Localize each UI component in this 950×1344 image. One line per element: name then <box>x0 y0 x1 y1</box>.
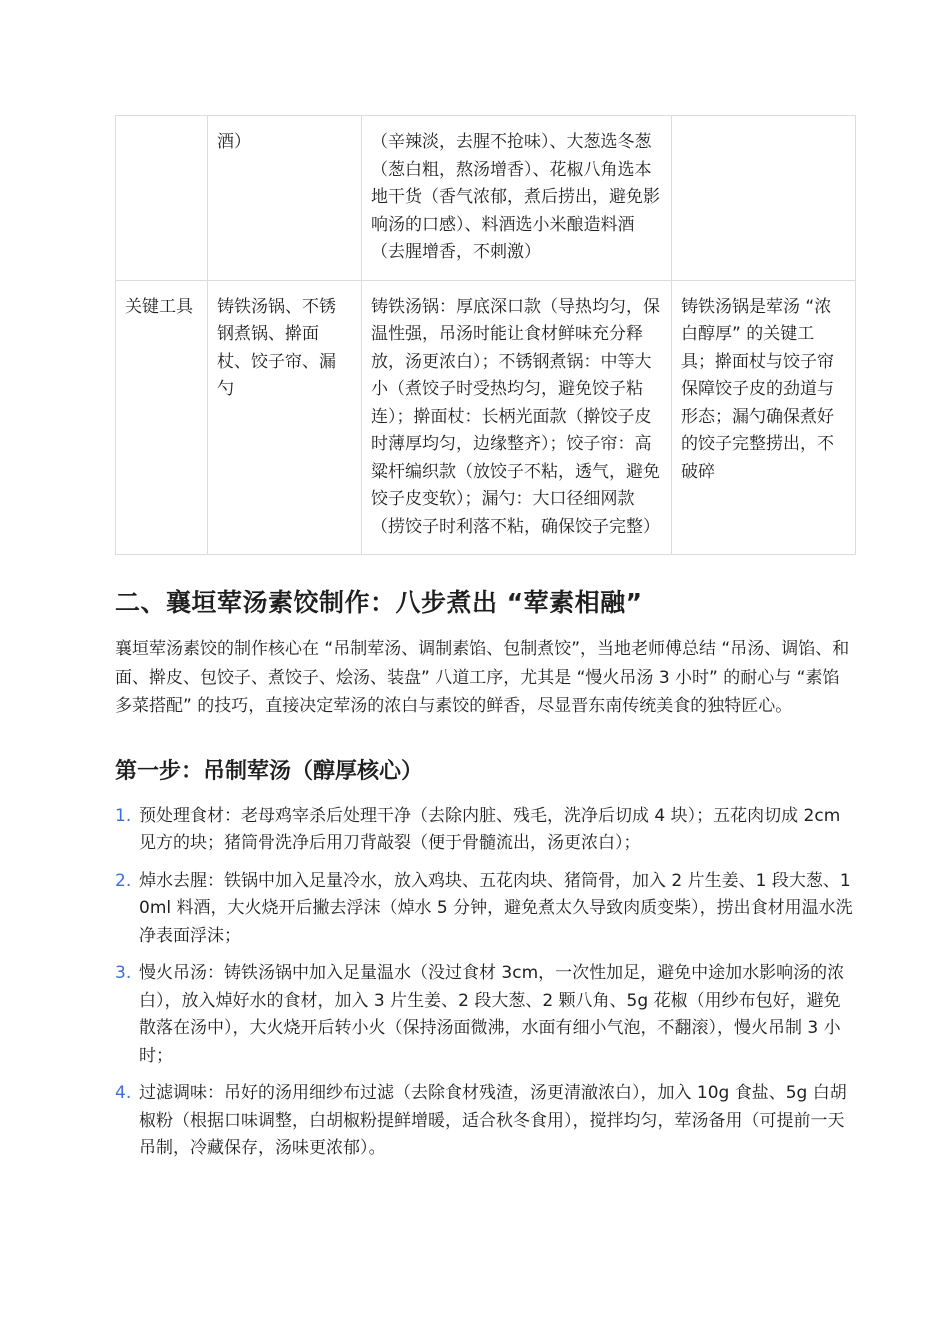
list-item-text: 慢火吊汤：铸铁汤锅中加入足量温水（没过食材 3cm，一次性加足，避免中途加水影响汤的浓白），放入焯好水的食材，加入 3 片生姜、2 段大葱、2 颗八角、5g 花椒（用纱布包好，避免散落在汤中），大火烧开后转小火（保持汤面微沸，水面有细小气泡，不翻滚），慢火吊制 3 小时； <box>139 963 845 1066</box>
table-cell-selection: （辛辣淡，去腥不抢味）、大葱选冬葱（葱白粗，熬汤增香）、花椒八角选本地干货（香气浓郁，煮后捞出，避免影响汤的口感）、料酒选小米酿造料酒（去腥增香，不刺激） <box>362 116 672 281</box>
list-number: 3. <box>115 963 132 983</box>
list-number: 4. <box>115 1083 132 1103</box>
table-row <box>116 280 856 555</box>
step-heading: 第一步：吊制荤汤（醇厚核心） <box>115 758 424 784</box>
list-item <box>115 1080 855 1163</box>
section-heading: 二、襄垣荤汤素饺制作：八步煮出 “荤素相融” <box>115 588 643 617</box>
list-item-text: 焯水去腥：铁锅中加入足量冷水，放入鸡块、五花肉块、猪筒骨，加入 2 片生姜、1 段大葱、10ml 料酒，大火烧开后撇去浮沫（焯水 5 分钟，避免煮太久导致肉质变柴），捞出食材用温水洗净表面浮沫； <box>139 870 853 946</box>
section-intro: 襄垣荤汤素饺的制作核心在 “吊制荤汤、调制素馅、包制煮饺”，当地老师傅总结 “吊汤、调馅、和面、擀皮、包饺子、煮饺子、烩汤、装盘” 八道工序，尤其是 “慢火吊汤 3 小时” 的耐心与 “素馅多菜搭配” 的技巧，直接决定荤汤的浓白与素饺的鲜香，尽显晋东南传统美食的独特匠心。 <box>115 639 850 716</box>
list-number: 2. <box>115 870 132 891</box>
list-item-text: 过滤调味：吊好的汤用细纱布过滤（去除食材残渣，汤更清澈浓白），加入 10g 食盐、5g 白胡椒粉（根据口味调整，白胡椒粉提鲜增暖，适合秋冬食用），搅拌均匀，荤汤备用（可提前一天吊制，冷藏保存，汤味更浓郁）。 <box>139 1083 847 1158</box>
list-item <box>115 960 855 1070</box>
table-cell-notes <box>672 116 856 281</box>
ingredients-tools-table <box>115 115 856 555</box>
list-item <box>115 803 855 858</box>
list-item <box>115 868 855 951</box>
step-list <box>115 803 855 1163</box>
table-cell-category: 关键工具 <box>116 280 208 555</box>
table-cell-notes: 铸铁汤锅是荤汤 “浓白醇厚” 的关键工具；擀面杖与饺子帘保障饺子皮的劲道与形态；漏勺确保煮好的饺子完整捞出，不破碎 <box>672 280 856 555</box>
list-number: 1. <box>115 805 132 826</box>
table-cell-items: 铸铁汤锅、不锈钢煮锅、擀面杖、饺子帘、漏勺 <box>208 280 362 555</box>
table-cell-items: 酒） <box>208 116 362 281</box>
table-cell-selection: 铸铁汤锅：厚底深口款（导热均匀，保温性强，吊汤时能让食材鲜味充分释放，汤更浓白）；不锈钢煮锅：中等大小（煮饺子时受热均匀，避免饺子粘连）；擀面杖：长柄光面款（擀饺子皮时薄厚均匀，边缘整齐）；饺子帘：高粱杆编织款（放饺子不粘，透气，避免饺子皮变软）；漏勺：大口径细网款（捞饺子时利落不粘，确保饺子完整） <box>362 280 672 555</box>
document-page <box>115 115 855 1173</box>
table-cell-category <box>116 116 208 281</box>
list-item-text: 预处理食材：老母鸡宰杀后处理干净（去除内脏、残毛，洗净后切成 4 块）；五花肉切成 2cm 见方的块；猪筒骨洗净后用刀背敲裂（便于骨髓流出，汤更浓白）； <box>139 805 841 853</box>
table-row <box>116 116 856 281</box>
